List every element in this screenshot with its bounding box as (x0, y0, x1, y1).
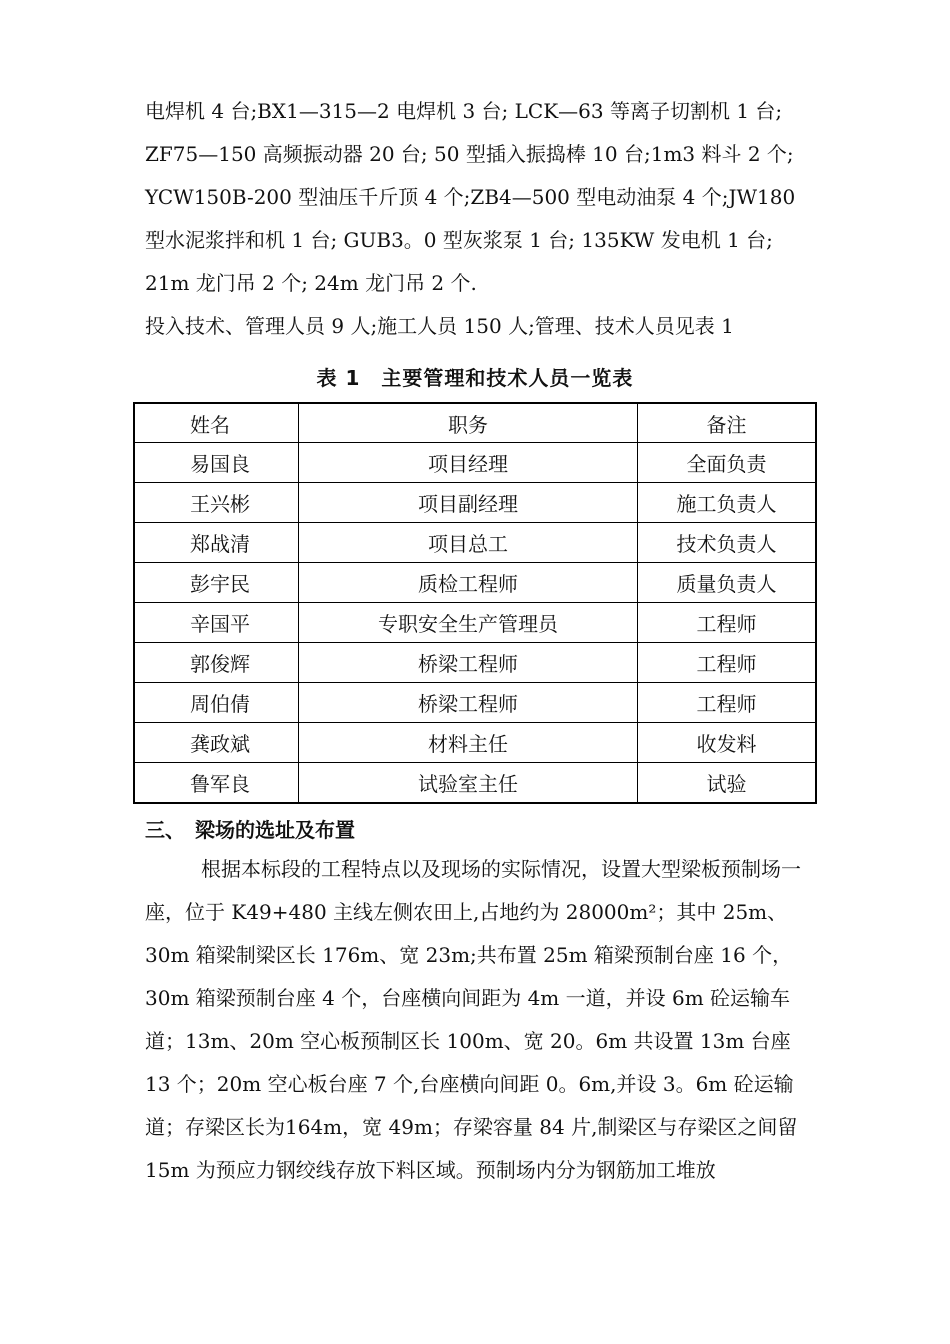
table-title: 表 1 主要管理和技术人员一览表 (316, 366, 634, 390)
cell-position: 试验室主任 (298, 763, 637, 804)
text-line: YCW150B-200 型油压千斤顶 4 个;ZB4—500 型电动油泵 4 个;JW180 (145, 185, 796, 209)
cell-remark: 工程师 (637, 603, 816, 643)
cell-position: 项目副经理 (298, 483, 637, 523)
cell-position: 桥梁工程师 (298, 643, 637, 683)
cell-name: 王兴彬 (134, 483, 298, 523)
cell-name: 郭俊辉 (134, 643, 298, 683)
text-line: 型水泥浆拌和机 1 台; GUB3。0 型灰浆泵 1 台; 135KW 发电机 1 台; (145, 228, 773, 252)
table-row (134, 643, 816, 683)
cell-remark: 收发料 (637, 723, 816, 763)
text-line: 电焊机 4 台;BX1—315—2 电焊机 3 台; LCK—63 等离子切割机 1 台; (145, 99, 783, 123)
text-line: 21m 龙门吊 2 个; 24m 龙门吊 2 个. (145, 271, 477, 295)
section-body-paragraph: 根据本标段的工程特点以及现场的实际情况，设置大型梁板预制场一座，位于 K49+480 主线左侧农田上,占地约为 28000m²；其中 25m、30m 箱梁制梁区长 176m、宽 23m;共布置 25m 箱梁预制台座 16 个，30m 箱梁预制台座 4 个，台座横向间距为 4m 一道，并设 6m 砼运输车道；13m、20m 空心板预制区长 100m、宽 20。6m 共设置 13m 台座 13 个；20m 空心板台座 7 个,台座横向间距 0。6m,并设 3。6m 砼运输道；存梁区长为164m，宽 49m；存梁容量 84 片,制梁区与存梁区之间留 15m 为预应力钢绞线存放下料区域。预制场内分为钢筋加工堆放 (145, 857, 801, 1182)
cell-remark: 工程师 (637, 643, 816, 683)
table-row (134, 723, 816, 763)
table-row (134, 483, 816, 523)
header-name: 姓名 (134, 403, 298, 443)
cell-name: 周伯倩 (134, 683, 298, 723)
section-heading: 三、 梁场的选址及布置 (145, 818, 355, 842)
cell-position: 项目总工 (298, 523, 637, 563)
table-row (134, 683, 816, 723)
cell-name: 龚政斌 (134, 723, 298, 763)
cell-name: 易国良 (134, 443, 298, 483)
table-row (134, 563, 816, 603)
cell-position: 材料主任 (298, 723, 637, 763)
cell-remark: 施工负责人 (637, 483, 816, 523)
equipment-paragraph (145, 90, 810, 348)
staff-table (133, 402, 817, 804)
cell-position: 专职安全生产管理员 (298, 603, 637, 643)
cell-name: 郑战清 (134, 523, 298, 563)
cell-remark: 试验 (637, 763, 816, 804)
text-line: 投入技术、管理人员 9 人;施工人员 150 人;管理、技术人员见表 1 (145, 314, 734, 338)
cell-remark: 工程师 (637, 683, 816, 723)
table-row (134, 523, 816, 563)
table-header-row (134, 403, 816, 443)
cell-position: 质检工程师 (298, 563, 637, 603)
header-remark: 备注 (637, 403, 816, 443)
cell-remark: 全面负责 (637, 443, 816, 483)
cell-name: 鲁军良 (134, 763, 298, 804)
cell-position: 项目经理 (298, 443, 637, 483)
cell-name: 彭宇民 (134, 563, 298, 603)
header-position: 职务 (298, 403, 637, 443)
text-line: ZF75—150 高频振动器 20 台; 50 型插入振捣棒 10 台;1m3 料斗 2 个; (145, 142, 794, 166)
table-row (134, 603, 816, 643)
table-row (134, 443, 816, 483)
cell-remark: 技术负责人 (637, 523, 816, 563)
table-row (134, 763, 816, 804)
cell-position: 桥梁工程师 (298, 683, 637, 723)
cell-remark: 质量负责人 (637, 563, 816, 603)
cell-name: 辛国平 (134, 603, 298, 643)
